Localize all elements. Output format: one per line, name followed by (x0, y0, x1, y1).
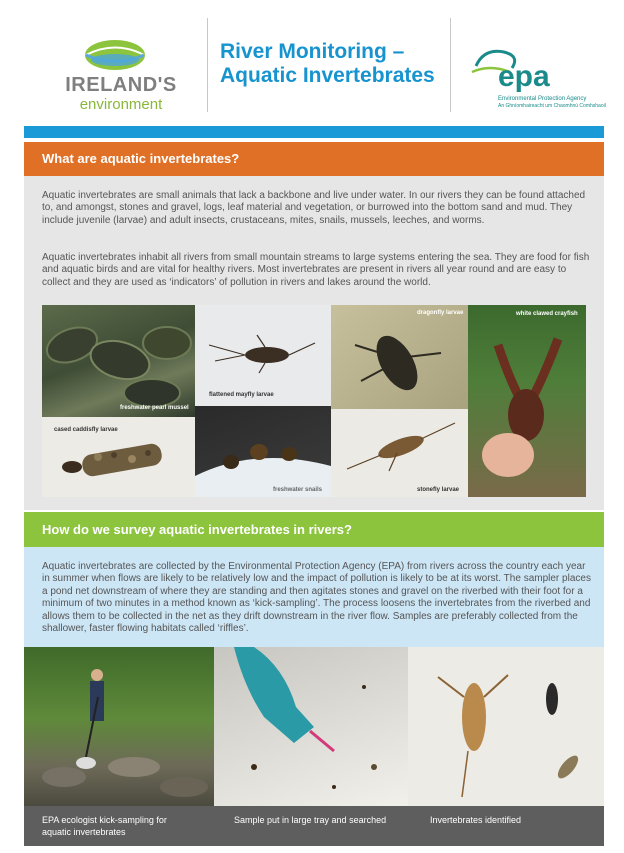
epa-name-irish: An Ghníomhaireacht um Chaomhnú Comhshaoil (498, 103, 606, 109)
invertebrates-icon (408, 647, 604, 806)
epa-name: Environmental Protection Agency (498, 96, 587, 102)
photo-freshwater-snails (195, 406, 331, 497)
irelands-environment-logo (56, 30, 186, 116)
divider (450, 18, 451, 112)
caption-strip (24, 806, 604, 846)
photo-caption: flattened mayfly larvae (209, 392, 274, 398)
photo-cased-caddisfly-larvae (42, 417, 195, 497)
stonefly-icon (331, 409, 468, 497)
section-heading-text: What are aquatic invertebrates? (42, 151, 240, 166)
photo-white-clawed-crayfish (468, 305, 586, 497)
section-body-how (24, 547, 604, 647)
gloved-hand-icon (214, 647, 408, 806)
snail-icon (195, 406, 331, 497)
mussel-icon (42, 305, 195, 417)
dragonfly-icon (331, 305, 468, 409)
divider (207, 18, 208, 112)
epa-wordmark: epa (498, 60, 550, 93)
header-blue-bar (24, 126, 604, 138)
photo-caption: EPA ecologist kick-sampling for aquatic invertebrates (42, 815, 167, 837)
mayfly-icon (195, 305, 331, 406)
photo-caption: white clawed crayfish (516, 311, 578, 317)
photo-kick-sampling (24, 647, 214, 806)
photo-caption: freshwater snails (273, 487, 323, 493)
page-title: River Monitoring – Aquatic Invertebrates (220, 40, 435, 87)
paragraph: Aquatic invertebrates inhabit all rivers from small mountain streams to large systems entering the sea. They are food for fish and aquatic birds and are vital for healthy rivers. Most invertebrates are present in rivers all year round and are easy to collect and they are used as ‘indicators’ of pollution in rivers and lakes around the world. (42, 252, 590, 288)
section-heading-what (24, 142, 604, 176)
photo-caption: Invertebrates identified (430, 815, 522, 825)
logo-title: IRELAND'S (65, 74, 177, 96)
photo-caption: Sample put in large tray and searched (234, 815, 387, 825)
section-heading-how (24, 512, 604, 547)
crayfish-icon (468, 305, 586, 497)
photo-caption: cased caddisfly larvae (54, 427, 118, 433)
photo-caption: dragonfly larvae (417, 310, 464, 316)
epa-logo (470, 42, 610, 116)
ecologist-icon (24, 647, 214, 806)
photo-caption: stonefly larvae (417, 487, 460, 493)
photo-invertebrates-identified (408, 647, 604, 806)
photo-caption: freshwater pearl mussel (120, 405, 189, 411)
photo-dragonfly-larvae (331, 305, 468, 409)
paragraph: Aquatic invertebrates are small animals that lack a backbone and live under water. In our rivers they can be found attached to, and amongst, stones and gravel, logs, leaf material and vegetation, or burrowed into the bottom sand and mud. They include juvenile (larvae) and adult insects, crustaceans, mites, snails, mussels, leeches, and worms. (42, 190, 586, 226)
photo-sample-tray (214, 647, 408, 806)
leaf-icon (84, 38, 146, 72)
page-header (0, 0, 624, 126)
section-heading-text: How do we survey aquatic invertebrates in rivers? (42, 522, 352, 537)
photo-stonefly-larvae (331, 409, 468, 497)
paragraph: Aquatic invertebrates are collected by the Environmental Protection Agency (EPA) from rivers across the country each year in summer when flows are likely to be relatively low and the impact of pollution is likely to be at its worst. The sampler places a pond net downstream of where they are standing and then agitates stones and gravel on the riverbed with their foot for a minimum of two minutes in a method known as ‘kick-sampling’. The process loosens the invertebrates from the riverbed and allows them to be collected in the net as they drift downstream in the river flow. Samples are preferably collected from the shallower, faster flowing habitats called ‘riffles’. (42, 561, 591, 635)
photo-freshwater-pearl-mussel (42, 305, 195, 417)
logo-subtitle: environment (79, 96, 163, 113)
photo-flattened-mayfly-larvae (195, 305, 331, 406)
